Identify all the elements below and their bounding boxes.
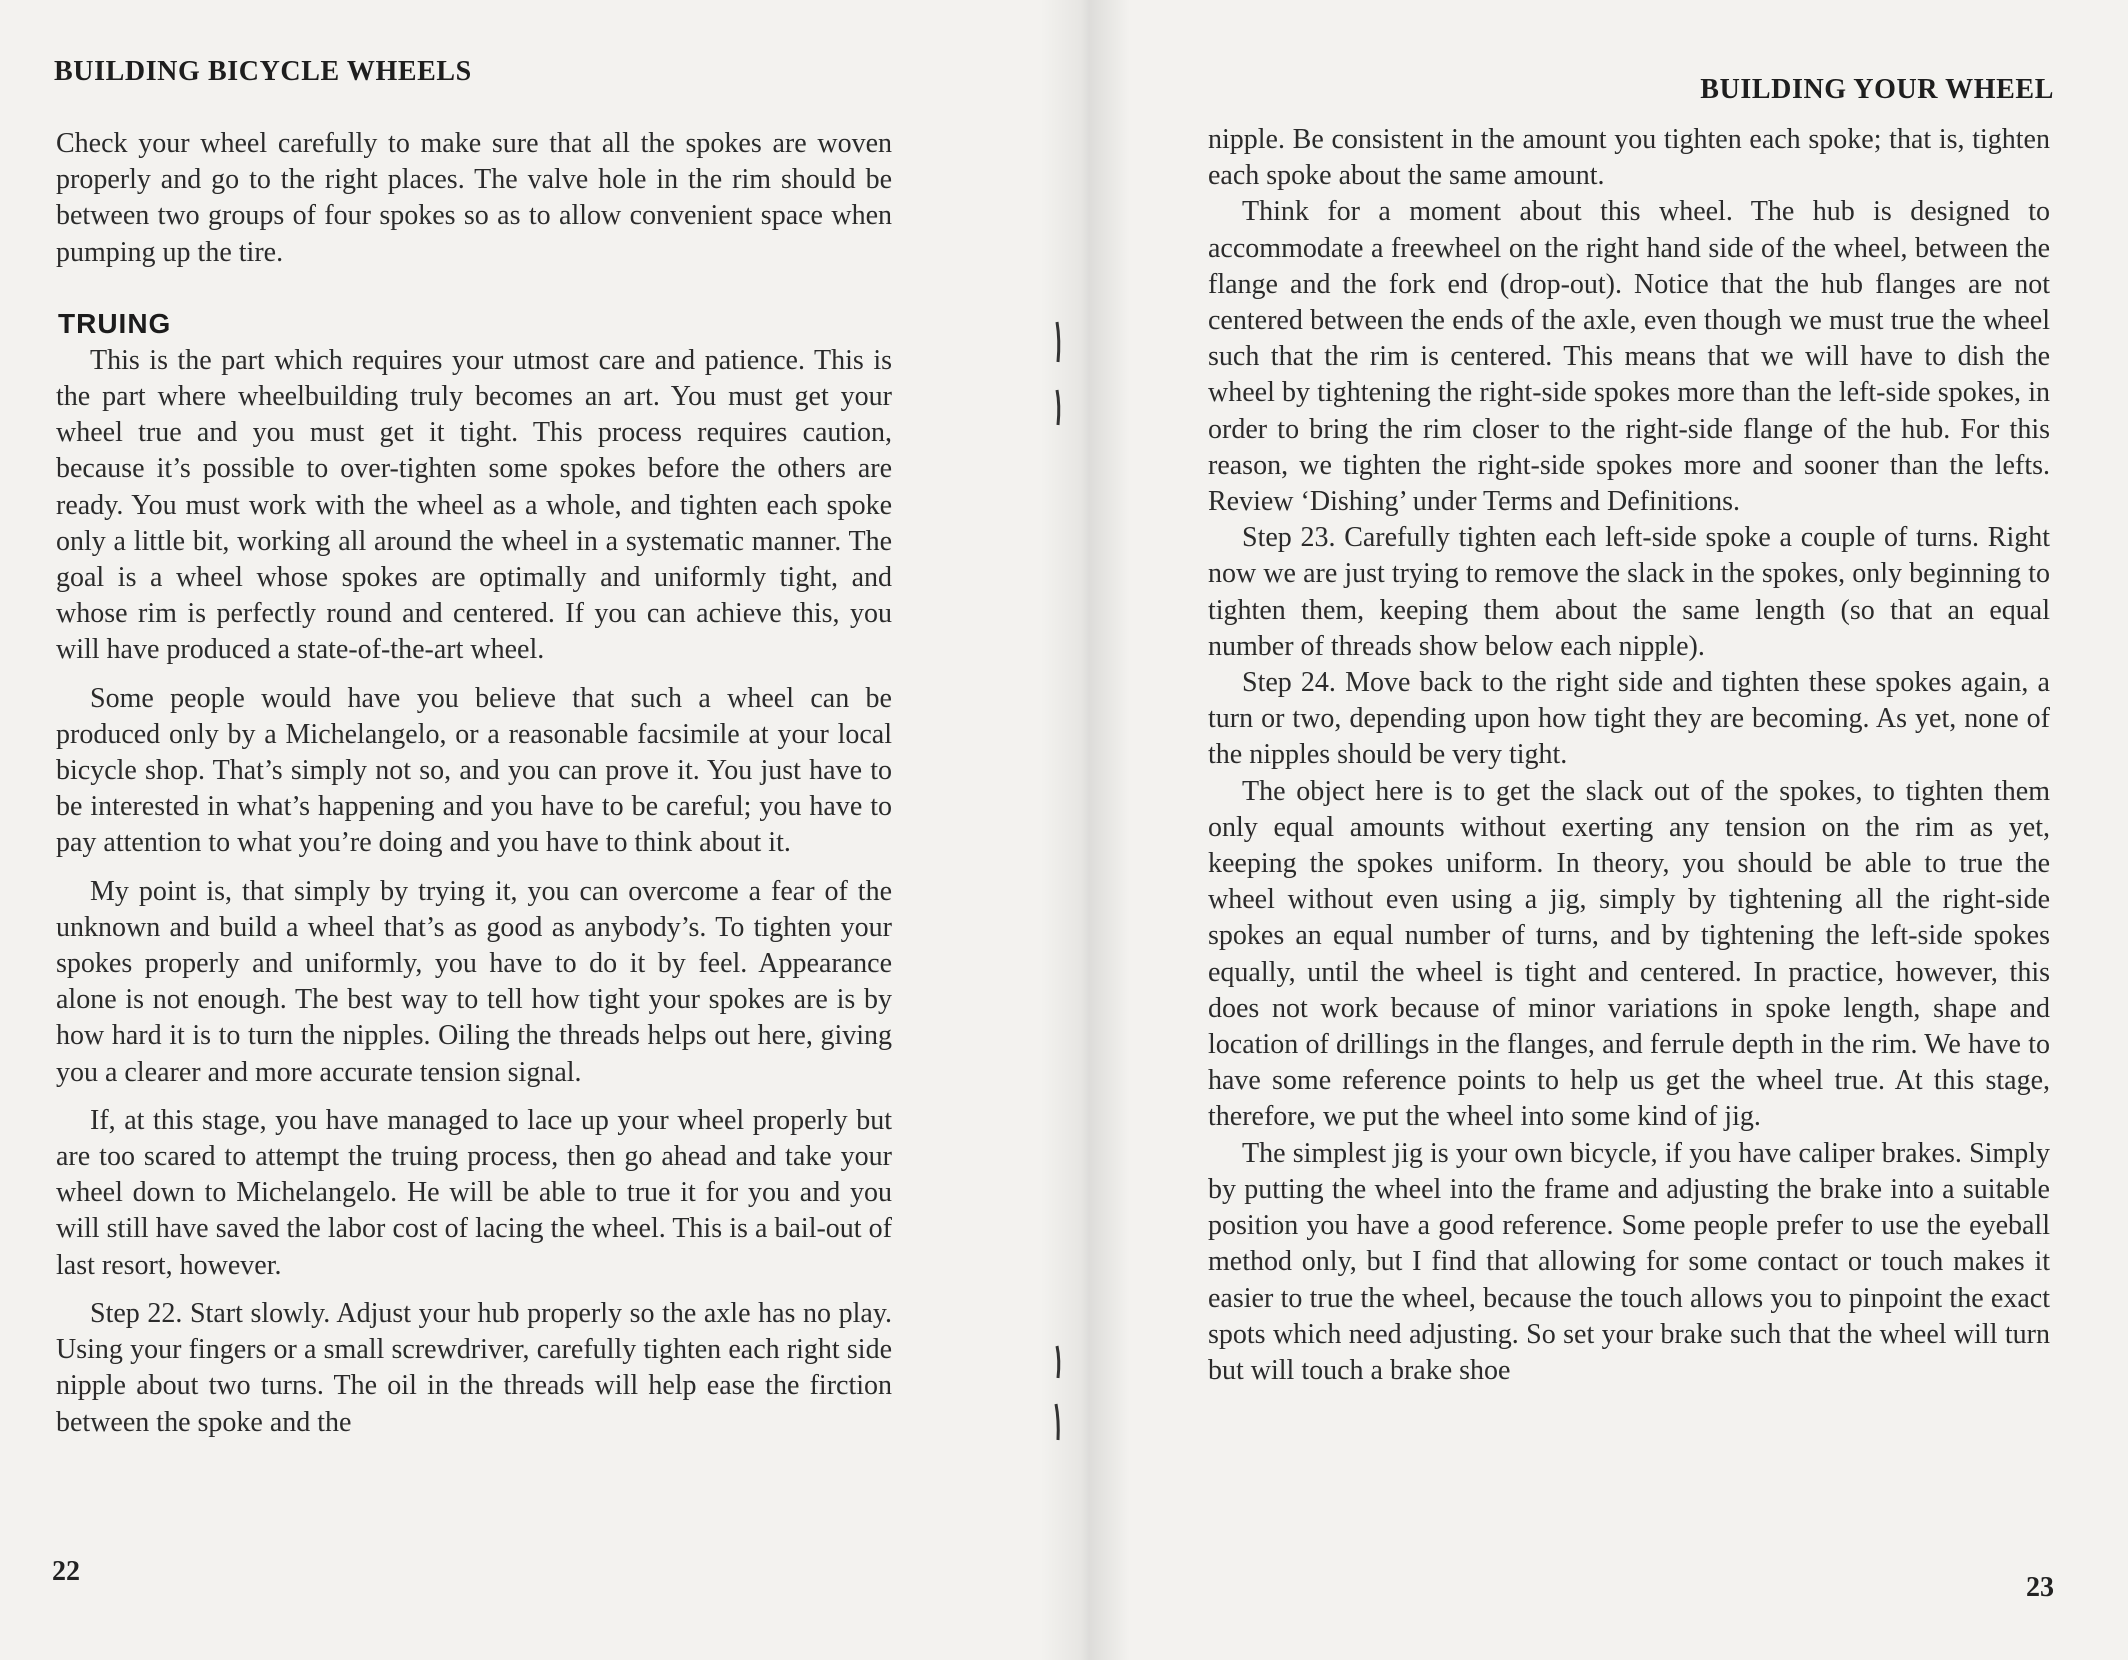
paragraph: Some people would have you believe that such a wheel can be produced only by a Michelangelo, or a reasonable facsimile at your local bicycle shop. That’s simply not so, and you can prove it. You just have to be interested in what’s happening and you have to be careful; you have to pay attention to what you’re doing and you have to think about it. bbox=[56, 682, 892, 859]
page-number: 22 bbox=[52, 1556, 80, 1587]
paragraph: Step 23. Carefully tighten each left-side spoke a couple of turns. Right now we are just trying to remove the slack in the spokes, only beginning to tighten them, keeping them about the same length (so that an equal number of threads show below each nipple). bbox=[1208, 522, 2050, 662]
page-number: 23 bbox=[2026, 1572, 2054, 1603]
paragraph: Think for a moment about this wheel. The hub is designed to accommodate a freewheel on the right hand side of the wheel, between the flange and the fork end (drop-out). Notice that the hub flanges are not centered between the ends of the axle, even though we must true the wheel such that the rim is centered. This means that we will have to dish the wheel by tightening the right-side spokes more than the left-side spokes, in order to bring the rim closer to the right-side flange of the hub. For this reason, we tighten the right-side spokes more and sooner than the lefts. Review ‘Dishing’ under Terms and Definitions. bbox=[1208, 196, 2050, 518]
paragraph: Step 22. Start slowly. Adjust your hub properly so the axle has no play. Using your fingers or a small screwdriver, carefully tighten each right side nipple about two turns. The oil in the threads will help ease the firction between the spoke and the bbox=[56, 1297, 892, 1438]
left-page bbox=[0, 0, 1040, 1660]
paragraph: The object here is to get the slack out of the spokes, to tighten them only equal amounts without exerting any tension on the rim as yet, keeping the spokes uniform. In theory, you should be able to true the wheel without even using a jig, simply by tightening all the right-side spokes an equal number of turns, and by tightening the left-side spokes equally, until the wheel is tight and centered. In practice, however, this does not work because of minor variations in spoke length, shape and location of drillings in the flanges, and ferrule depth in the rim. We have to have some reference points to help us get the wheel true. At this stage, therefore, we put the wheel into some kind of jig. bbox=[1208, 775, 2050, 1133]
binding-mark bbox=[1057, 322, 1059, 362]
binding-marks bbox=[1050, 0, 1070, 1660]
binding-mark bbox=[1057, 390, 1059, 425]
running-head: BUILDING YOUR WHEEL bbox=[1700, 74, 2054, 105]
paragraph: This is the part which requires your utmost care and patience. This is the part where wheelbuilding truly becomes an art. You must get your wheel true and you must get it tight. This process requires caution, because it’s possible to over-tighten some spokes before the others are ready. You must work with the wheel as a whole, and tighten each spoke only a little bit, working all around the wheel in a systematic manner. The goal is a wheel whose spokes are optimally and uniformly tight, and whose rim is perfectly round and centered. If you can achieve this, you will have produced a state-of-the-art wheel. bbox=[56, 344, 892, 666]
paragraph: nipple. Be consistent in the amount you tighten each spoke; that is, tighten each spoke about the same amount. bbox=[1208, 124, 2050, 192]
running-head: BUILDING BICYCLE WHEELS bbox=[54, 56, 472, 87]
paragraph: If, at this stage, you have managed to lace up your wheel properly but are too scared to attempt the truing process, then go ahead and take your wheel down to Michelangelo. He will be able to true it for you and you will still have saved the labor cost of lacing the wheel. This is a bail-out of last resort, however. bbox=[56, 1104, 892, 1281]
left-page-body bbox=[56, 126, 892, 1441]
intro-paragraph: Check your wheel carefully to make sure that all the spokes are woven properly and go to the right places. The valve hole in the rim should be between two groups of four spokes so as to allow convenient space when pumping up the tire. bbox=[56, 128, 892, 268]
right-page bbox=[1120, 0, 2128, 1660]
binding-mark bbox=[1057, 1346, 1059, 1378]
section-heading: TRUING bbox=[58, 307, 172, 339]
right-page-body bbox=[1208, 122, 2050, 1389]
binding-mark bbox=[1056, 1404, 1058, 1440]
paragraph: Step 24. Move back to the right side and tighten these spokes again, a turn or two, depending upon how tight they are becoming. As yet, none of the nipples should be very tight. bbox=[1208, 667, 2050, 771]
paragraph: The simplest jig is your own bicycle, if you have caliper brakes. Simply by putting the wheel into the frame and adjusting the brake into a suitable position you have a good reference. Some people prefer to use the eyeball method only, but I find that allowing for some contact or touch makes it easier to true the wheel, because the touch allows you to pinpoint the exact spots which need adjusting. So set your brake such that the wheel will turn but will touch a brake shoe bbox=[1208, 1137, 2050, 1386]
paragraph: My point is, that simply by trying it, you can overcome a fear of the unknown and build a wheel that’s as good as anybody’s. To tighten your spokes properly and uniformly, you have to do it by feel. Appearance alone is not enough. The best way to tell how tight your spokes are is by how hard it is to turn the nipples. Oiling the threads helps out here, giving you a clearer and more accurate tension signal. bbox=[56, 875, 892, 1088]
